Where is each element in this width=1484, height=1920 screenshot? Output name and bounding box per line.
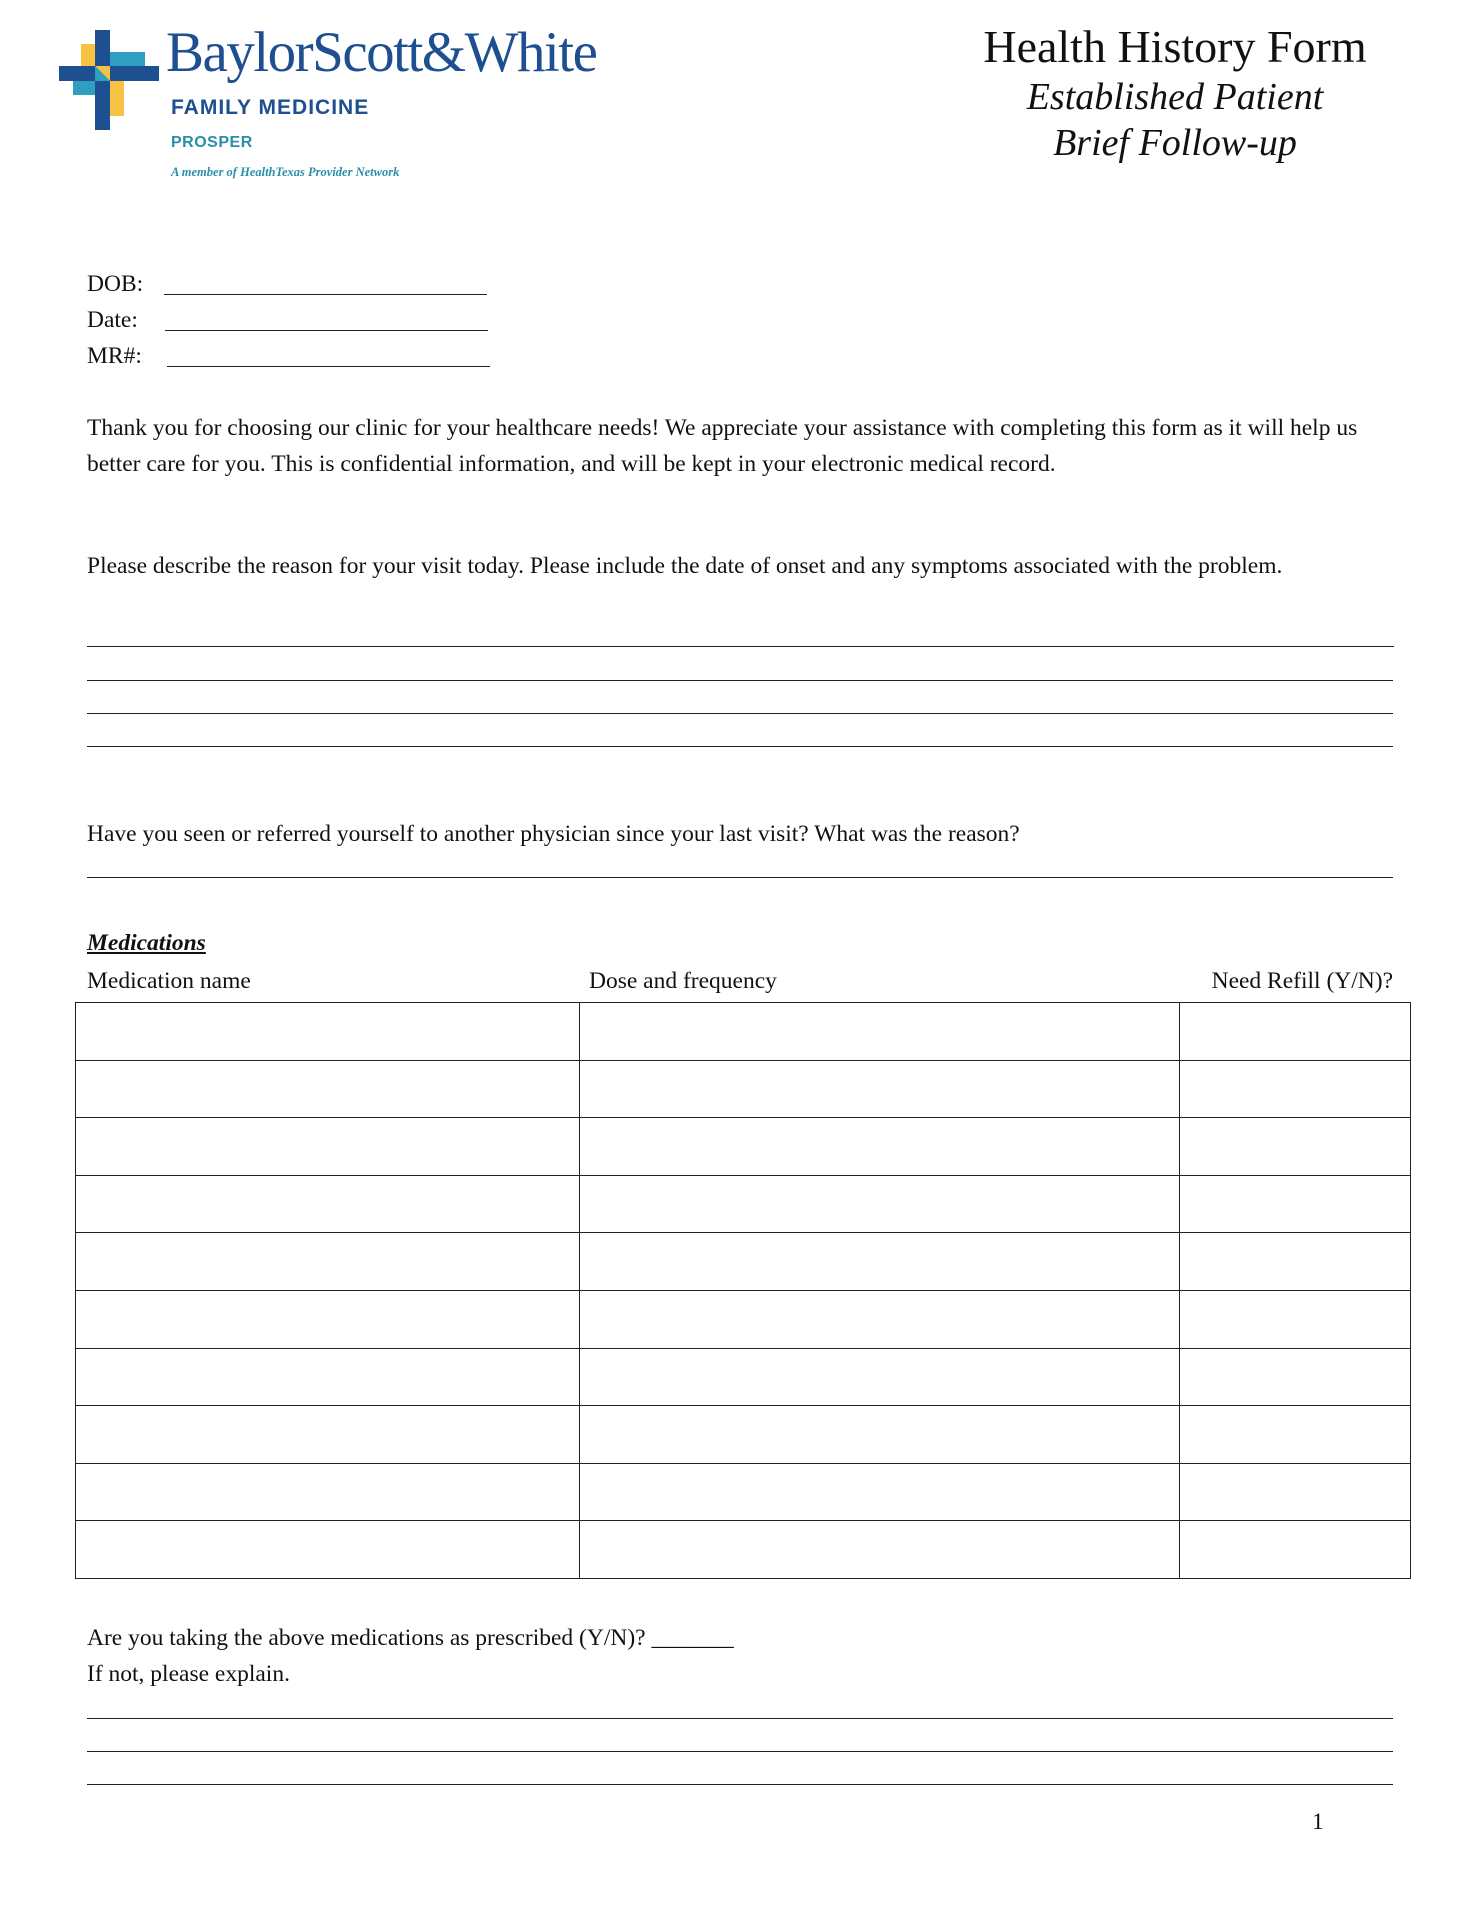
dob-label: DOB: bbox=[87, 271, 144, 297]
need-refill-cell[interactable] bbox=[1180, 1233, 1411, 1291]
medication-row bbox=[76, 1290, 1411, 1348]
need-refill-cell[interactable] bbox=[1180, 1060, 1411, 1118]
need-refill-cell[interactable] bbox=[1180, 1521, 1411, 1579]
reason-line-2[interactable] bbox=[87, 680, 1393, 681]
dose-frequency-cell[interactable] bbox=[579, 1290, 1180, 1348]
dose-frequency-cell[interactable] bbox=[579, 1348, 1180, 1406]
medications-table bbox=[75, 1002, 1411, 1579]
intro-text: Thank you for choosing our clinic for your healthcare needs! We appreciate your assistance with completing this form as it will help us better care for you. This is confidential information, and will be kept in your electronic medical record. bbox=[87, 415, 1358, 477]
referral-line[interactable] bbox=[87, 877, 1393, 878]
subtitle-established: Established Patient bbox=[1026, 76, 1324, 118]
medication-name-cell[interactable] bbox=[76, 1118, 580, 1176]
reason-line-3[interactable] bbox=[87, 713, 1393, 714]
dose-frequency-cell[interactable] bbox=[579, 1233, 1180, 1291]
need-refill-cell[interactable] bbox=[1180, 1118, 1411, 1176]
medication-name-cell[interactable] bbox=[76, 1233, 580, 1291]
explain-line-2[interactable] bbox=[87, 1751, 1393, 1752]
dose-frequency-cell[interactable] bbox=[579, 1175, 1180, 1233]
medication-name-cell[interactable] bbox=[76, 1060, 580, 1118]
page-number: 1 bbox=[1312, 1809, 1324, 1835]
dose-frequency-cell[interactable] bbox=[579, 1003, 1180, 1061]
date-label: Date: bbox=[87, 307, 138, 333]
need-refill-cell[interactable] bbox=[1180, 1003, 1411, 1061]
mr-field[interactable] bbox=[167, 366, 490, 367]
dose-frequency-cell[interactable] bbox=[579, 1521, 1180, 1579]
subtitle-brief: Brief Follow-up bbox=[1053, 122, 1297, 164]
medications-heading: Medications bbox=[87, 930, 206, 956]
need-refill-cell[interactable] bbox=[1180, 1406, 1411, 1464]
medication-row bbox=[76, 1463, 1411, 1521]
explain-prompt: If not, please explain. bbox=[87, 1661, 290, 1687]
mr-label: MR#: bbox=[87, 343, 142, 369]
referral-prompt: Have you seen or referred yourself to another physician since your last visit? What was the reason? bbox=[87, 821, 1020, 847]
medication-row bbox=[76, 1406, 1411, 1464]
reason-line-1[interactable] bbox=[87, 646, 1394, 647]
compliance-prompt: Are you taking the above medications as prescribed (Y/N)? _______ bbox=[87, 1625, 734, 1651]
dose-frequency-cell[interactable] bbox=[579, 1406, 1180, 1464]
medication-row bbox=[76, 1521, 1411, 1579]
explain-line-3[interactable] bbox=[87, 1784, 1393, 1785]
medication-name-cell[interactable] bbox=[76, 1521, 580, 1579]
medication-name-cell[interactable] bbox=[76, 1406, 580, 1464]
dose-frequency-cell[interactable] bbox=[579, 1060, 1180, 1118]
medication-row bbox=[76, 1118, 1411, 1176]
medication-row bbox=[76, 1003, 1411, 1061]
medication-name-cell[interactable] bbox=[76, 1175, 580, 1233]
medication-name-cell[interactable] bbox=[76, 1003, 580, 1061]
need-refill-cell[interactable] bbox=[1180, 1463, 1411, 1521]
need-refill-cell[interactable] bbox=[1180, 1175, 1411, 1233]
need-refill-cell[interactable] bbox=[1180, 1290, 1411, 1348]
dose-frequency-cell[interactable] bbox=[579, 1463, 1180, 1521]
logo bbox=[59, 21, 629, 190]
need-refill-cell[interactable] bbox=[1180, 1348, 1411, 1406]
medication-name-cell[interactable] bbox=[76, 1290, 580, 1348]
dose-frequency-cell[interactable] bbox=[579, 1118, 1180, 1176]
col-dose-frequency: Dose and frequency bbox=[589, 968, 777, 994]
logo-division: FAMILY MEDICINE bbox=[171, 96, 370, 119]
medication-row bbox=[76, 1060, 1411, 1118]
page-title: Health History Form bbox=[983, 21, 1367, 72]
reason-prompt: Please describe the reason for your visit today. Please include the date of onset and any symptoms associated with the problem. bbox=[87, 553, 1283, 579]
col-medication-name: Medication name bbox=[87, 968, 251, 994]
col-need-refill: Need Refill (Y/N)? bbox=[1211, 968, 1393, 994]
medication-row bbox=[76, 1348, 1411, 1406]
medication-name-cell[interactable] bbox=[76, 1348, 580, 1406]
dob-field[interactable] bbox=[164, 294, 487, 295]
logo-tagline: A member of HealthTexas Provider Network bbox=[171, 165, 400, 179]
reason-line-4[interactable] bbox=[87, 746, 1393, 747]
cross-logo-icon bbox=[59, 30, 159, 130]
logo-brand: BaylorScott&White bbox=[166, 21, 597, 84]
medication-row bbox=[76, 1233, 1411, 1291]
explain-line-1[interactable] bbox=[87, 1718, 1393, 1719]
logo-location: PROSPER bbox=[171, 134, 253, 151]
medication-row bbox=[76, 1175, 1411, 1233]
date-field[interactable] bbox=[165, 330, 488, 331]
medication-name-cell[interactable] bbox=[76, 1463, 580, 1521]
